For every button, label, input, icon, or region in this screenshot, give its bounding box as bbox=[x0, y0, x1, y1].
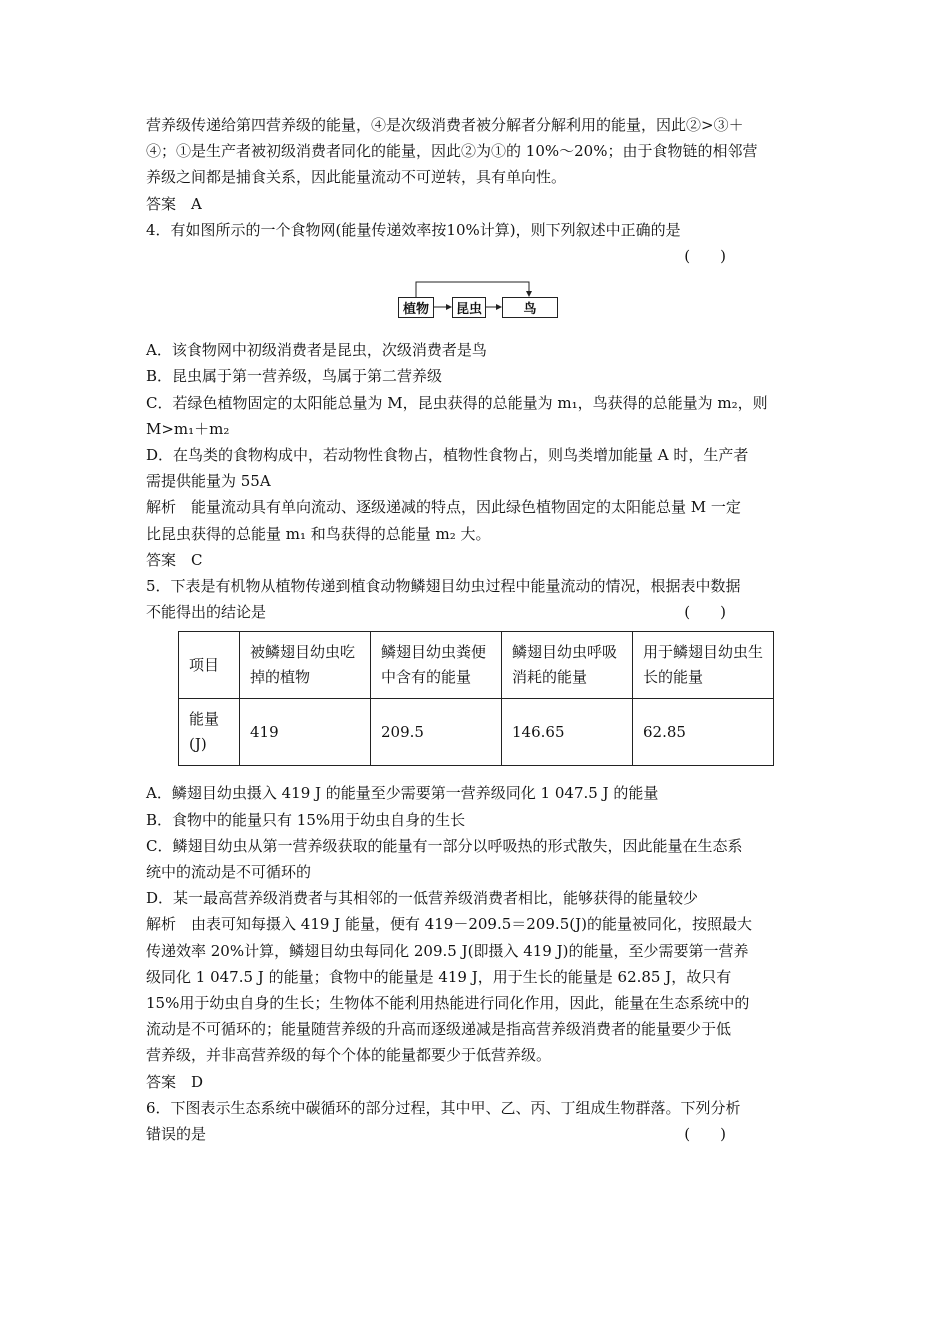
table-header-cell: 用于鳞翅目幼虫生长的能量 bbox=[633, 632, 774, 699]
option-c: C．若绿色植物固定的太阳能总量为 M，昆虫获得的总能量为 m₁，鸟获得的总能量为 m₂，则 bbox=[146, 393, 768, 412]
explanation-line: 传递效率 20%计算，鳞翅目幼虫每同化 209.5 J(即摄入 419 J)的能量，至少需要第一营养 bbox=[146, 941, 749, 960]
answer-line: 答案 D bbox=[146, 1072, 204, 1091]
option-c-cont: M>m₁＋m₂ bbox=[146, 419, 230, 438]
table-cell: 419 bbox=[240, 699, 371, 766]
option-b: B．昆虫属于第一营养级，鸟属于第二营养级 bbox=[146, 367, 443, 386]
table-header-cell: 鳞翅目幼虫粪便中含有的能量 bbox=[371, 632, 502, 699]
question-stem-cont: 错误的是 bbox=[146, 1125, 207, 1144]
table-row-label: 能量(J) bbox=[179, 699, 240, 766]
bird-box: 鸟 bbox=[502, 297, 558, 318]
option-a: A．该食物网中初级消费者是昆虫，次级消费者是鸟 bbox=[146, 341, 487, 360]
table-header-cell: 鳞翅目幼虫呼吸消耗的能量 bbox=[502, 632, 633, 699]
question-6 bbox=[146, 1095, 810, 1147]
explanation-line: 流动是不可循环的；能量随营养级的升高而逐级递减是指高营养级消费者的能量要少于低 bbox=[146, 1020, 732, 1039]
question-stem-row bbox=[146, 599, 810, 625]
option-c: C．鳞翅目幼虫从第一营养级获取的能量有一部分以呼吸热的形式散失，因此能量在生态系 bbox=[146, 836, 743, 855]
explanation-line: 15%用于幼虫自身的生长；生物体不能利用热能进行同化作用，因此，能量在生态系统中的 bbox=[146, 994, 750, 1013]
table-cell: 62.85 bbox=[633, 699, 774, 766]
explanation-line: 比昆虫获得的总能量 m₁ 和鸟获得的总能量 m₂ 大。 bbox=[146, 524, 491, 543]
table-cell: 146.65 bbox=[502, 699, 633, 766]
explanation-line: 解析 能量流动具有单向流动、逐级递减的特点，因此绿色植物固定的太阳能总量 M 一定 bbox=[146, 498, 741, 517]
document-page bbox=[146, 112, 810, 1147]
plant-box: 植物 bbox=[398, 297, 434, 318]
question-stem-row bbox=[146, 1121, 810, 1147]
question-4 bbox=[146, 217, 810, 573]
option-b: B．食物中的能量只有 15%用于幼虫自身的生长 bbox=[146, 810, 466, 829]
table-header-cell: 项目 bbox=[179, 632, 240, 699]
table-cell: 209.5 bbox=[371, 699, 502, 766]
question-5 bbox=[146, 573, 810, 1095]
explanation-line: 解析 由表可知每摄入 419 J 能量，便有 419－209.5＝209.5(J)的能量被同化，按照最大 bbox=[146, 915, 752, 934]
food-web-diagram bbox=[146, 279, 810, 331]
text-line: 养级之间都是捕食关系，因此能量流动不可逆转，具有单向性。 bbox=[146, 168, 567, 187]
text-line: 营养级传递给第四营养级的能量，④是次级消费者被分解者分解利用的能量，因此②>③＋ bbox=[146, 116, 744, 134]
option-a: A．鳞翅目幼虫摄入 419 J 的能量至少需要第一营养级同化 1 047.5 J 的能量 bbox=[146, 784, 659, 803]
question-stem: 6．下图表示生态系统中碳循环的部分过程，其中甲、乙、丙、丁组成生物群落。下列分析 bbox=[146, 1098, 741, 1117]
option-d: D．某一最高营养级消费者与其相邻的一低营养级消费者相比，能够获得的能量较少 bbox=[146, 889, 699, 908]
explanation-line: 营养级，并非高营养级的每个个体的能量都要少于低营养级。 bbox=[146, 1046, 552, 1065]
question-stem: 5．下表是有机物从植物传递到植食动物鳞翅目幼虫过程中能量流动的情况，根据表中数据 bbox=[146, 577, 741, 596]
table-header-cell: 被鳞翅目幼虫吃掉的植物 bbox=[240, 632, 371, 699]
table-row bbox=[179, 699, 774, 766]
answer-bracket: ( ) bbox=[684, 1125, 726, 1144]
option-d: D．在鸟类的食物构成中，若动物性食物占，植物性食物占，则鸟类增加能量 A 时，生产者 bbox=[146, 446, 749, 465]
explanation-line: 级同化 1 047.5 J 的能量；食物中的能量是 419 J，用于生长的能量是 62.85 J，故只有 bbox=[146, 967, 732, 986]
text-line: ④；①是生产者被初级消费者同化的能量，因此②为①的 10%～20%；由于食物链的相邻营 bbox=[146, 142, 758, 161]
answer-bracket: ( ) bbox=[684, 247, 726, 266]
answer-line: 答案 A bbox=[146, 194, 202, 213]
option-c-cont: 统中的流动是不可循环的 bbox=[146, 863, 312, 882]
previous-explanation bbox=[146, 112, 810, 217]
insect-box: 昆虫 bbox=[452, 297, 486, 318]
answer-bracket: ( ) bbox=[684, 603, 726, 622]
option-d-cont: 需提供能量为 55A bbox=[146, 472, 271, 491]
question-stem: 4．有如图所示的一个食物网(能量传递效率按10%计算)，则下列叙述中正确的是 bbox=[146, 220, 681, 239]
table-header-row bbox=[179, 632, 774, 699]
question-stem-cont: 不能得出的结论是 bbox=[146, 603, 267, 622]
energy-table bbox=[178, 631, 774, 766]
answer-line: 答案 C bbox=[146, 550, 203, 569]
